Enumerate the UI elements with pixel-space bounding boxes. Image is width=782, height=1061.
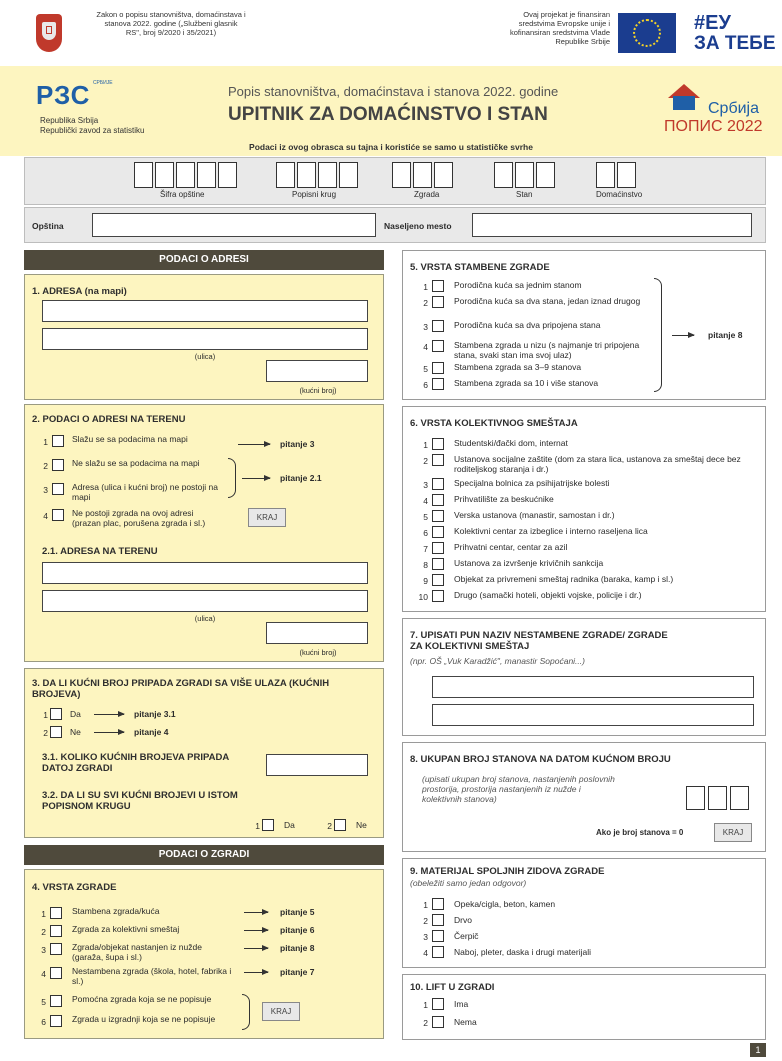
q2-option-label: Ne postoji zgrada na ovoj adresi (prazan plac, porušena zgrada i sl.) [72,508,206,528]
q6-option-checkbox[interactable] [432,438,444,450]
code-digit-box[interactable] [218,162,237,188]
q4-option-label: Zgrada za kolektivni smeštaj [72,924,180,934]
page-number: 1 [750,1043,766,1057]
q3-title: 3. DA LI KUĆNI BROJ PRIPADA ZGRADI SA VIŠE ULAZA (KUĆNIH BROJEVA) [32,678,330,700]
q2-arrow-2 [242,478,270,479]
label-zgrada: Zgrada [414,190,440,199]
q4-option-goto: pitanje 7 [280,967,315,977]
q6-option-label: Ustanova za izvršenje krivičnih sankcija [454,558,604,568]
q6-option-checkbox[interactable] [432,542,444,554]
q5-option-checkbox[interactable] [432,280,444,292]
label-krug: Popisni krug [292,190,337,199]
q5-title: 5. VRSTA STAMBENE ZGRADE [410,262,550,273]
q9-option-label: Naboj, pleter, daska i drugi materijali [454,947,592,957]
q5-option-checkbox[interactable] [432,296,444,308]
q21-kucni-label: (kućni broj) [299,648,337,657]
q4-option-label: Stambena zgrada/kuća [72,906,160,916]
q4-option-num: 4 [41,969,46,979]
q5-option-label: Stambena zgrada sa 10 i više stanova [454,378,599,388]
q4-option-checkbox[interactable] [50,925,62,937]
q4-option-goto: pitanje 5 [280,907,315,917]
naselje-label: Naseljeno mesto [384,221,452,231]
q2-option-num: 1 [43,437,48,447]
q10-option-num: 1 [423,1000,428,1010]
q2-brace [228,458,236,498]
q4-title: 4. VRSTA ZGRADE [32,882,117,893]
code-digit-box[interactable] [434,162,453,188]
q7-input-1[interactable] [432,676,754,698]
q5-option-label: Porodična kuća sa jednim stanom [454,280,582,290]
q32-ne-checkbox[interactable] [334,819,346,831]
q9-option-checkbox[interactable] [432,946,444,958]
q9-hint: (obeležiti samo jedan odgovor) [410,878,527,888]
naselje-input[interactable] [472,213,752,237]
q10-option-label: Nema [454,1017,477,1027]
q9-title: 9. MATERIJAL SPOLJNIH ZIDOVA ZGRADE [410,866,605,877]
q6-option-num: 8 [423,560,428,570]
census-title: Popis stanovništva, domaćinstava i stanova 2022. godine [228,84,559,99]
q4-option-checkbox[interactable] [50,943,62,955]
rzs-logo [36,80,113,111]
q4-option-goto: pitanje 8 [280,943,315,953]
q10-option-checkbox[interactable] [432,1016,444,1028]
q32-da-checkbox[interactable] [262,819,274,831]
q2-option-checkbox[interactable] [52,435,64,447]
q6-option-num: 4 [423,496,428,506]
q3-arrow-2 [94,732,124,733]
q4-option-arrow [244,930,268,931]
code-digit-box[interactable] [318,162,337,188]
q4-option-arrow [244,912,268,913]
q1-kucni-label: (kućni broj) [299,386,337,395]
q4-option-checkbox[interactable] [50,995,62,1007]
q6-option-label: Studentski/đački dom, internat [454,438,568,448]
q5-option-num: 2 [423,298,428,308]
q3-ne-checkbox[interactable] [50,726,62,738]
q6-option-label: Kolektivni centar za izbeglice i interno raseljena lica [454,526,648,536]
q6-option-num: 7 [423,544,428,554]
q4-option-checkbox[interactable] [50,1015,62,1027]
q3-ne-num: 2 [43,728,48,738]
q21-title: 2.1. ADRESA NA TERENU [42,546,158,557]
q10-option-num: 2 [423,1018,428,1028]
q8-digit-3[interactable] [730,786,749,810]
q8-title: 8. UKUPAN BROJ STANOVA NA DATOM KUĆNOM BROJU [410,754,671,765]
eu-slogan-1: #ЕУ [694,12,731,34]
q6-option-checkbox[interactable] [432,494,444,506]
q7-title: 7. UPISATI PUN NAZIV NESTAMBENE ZGRADE/ ZGRADE ZA KOLEKTIVNI SMEŠTAJ [410,630,668,652]
q2-option-label: Slažu se sa podacima na mapi [72,434,188,444]
q3-da-label: Da [70,709,81,719]
q2-option-num: 2 [43,461,48,471]
bar-podaci-o-adresi: PODACI O ADRESI [24,250,384,270]
q4-option-checkbox[interactable] [50,907,62,919]
q8-digit-2[interactable] [708,786,727,810]
q3-goto-31: pitanje 3.1 [134,709,176,719]
q6-option-checkbox[interactable] [432,526,444,538]
eu-slogan-2: ЗА ТЕБЕ [694,33,776,54]
q6-option-label: Ustanova socijalne zaštite (dom za stara lica, ustanova za smeštaj dece bez roditeljskog staranja i dr.) [454,454,741,474]
q6-option-num: 5 [423,512,428,522]
q21-ulica-label: (ulica) [194,614,216,623]
code-digit-box[interactable] [413,162,432,188]
q1-title: 1. ADRESA (na mapi) [32,286,127,297]
code-digit-box[interactable] [276,162,295,188]
q2-arrow-1 [238,444,270,445]
q4-option-num: 6 [41,1017,46,1027]
code-digit-box[interactable] [134,162,153,188]
q6-option-checkbox[interactable] [432,574,444,586]
q9-option-label: Opeka/cigla, beton, kamen [454,899,556,909]
q8-hint: (upisati ukupan broj stanova, nastanjenih poslovnih prostorija, prostorija nastanjenih iz nužde i kolektivnih stanova) [422,774,615,804]
q21-street-input-2[interactable] [42,590,368,612]
q4-option-arrow [244,948,268,949]
code-digit-box[interactable] [596,162,615,188]
q1-street-input-1[interactable] [42,300,368,322]
q5-arrow [672,335,694,336]
label-sifra: Šifra opštine [160,190,205,199]
q8-zero-note: Ako je broj stanova = 0 [596,828,684,837]
serbia-coat-of-arms [36,14,62,52]
q32-ne-num: 2 [327,821,332,831]
q5-goto-8: pitanje 8 [708,330,743,340]
code-digit-box[interactable] [297,162,316,188]
q9-option-label: Čerpič [454,931,479,941]
q21-house-number-input[interactable] [266,622,368,644]
rzs-line1: Republika Srbija [40,116,99,125]
q5-option-checkbox[interactable] [432,378,444,390]
q4-option-label: Zgrada u izgradnji koja se ne popisuje [72,1014,216,1024]
code-digit-box[interactable] [339,162,358,188]
q6-option-num: 6 [423,528,428,538]
q4-brace [242,994,250,1030]
q10-option-checkbox[interactable] [432,998,444,1010]
eu-flag [618,13,676,53]
q10-option-label: Ima [454,999,469,1009]
q5-option-label: Porodična kuća sa dva stana, jedan iznad drugog [454,296,641,306]
q8-digit-1[interactable] [686,786,705,810]
q2-option-checkbox[interactable] [52,483,64,495]
q5-option-label: Stambena zgrada u nizu (s najmanje tri pripojena stana, svaki stan ima svoj ulaz) [454,340,640,360]
code-digit-box[interactable] [392,162,411,188]
q5-option-label: Stambena zgrada sa 3–9 stanova [454,362,582,372]
rzs-line2: Republički zavod za statistiku [40,126,145,135]
q31-title: 3.1. KOLIKO KUĆNIH BROJEVA PRIPADA DATOJ ZGRADI [42,752,229,774]
q4-option-label: Nestambena zgrada (škola, hotel, fabrika i sl.) [72,966,232,986]
form-title: UPITNIK ZA DOMAĆINSTVO I STAN [228,104,548,125]
rzs-logo-text: РЗС [36,80,91,110]
q3-ne-label: Ne [70,727,81,737]
label-stan: Stan [516,190,533,199]
code-digit-box[interactable] [515,162,534,188]
q2-option-checkbox[interactable] [52,509,64,521]
q21-street-input-1[interactable] [42,562,368,584]
bar-podaci-o-zgradi: PODACI O ZGRADI [24,845,384,865]
q32-ne-label: Ne [356,820,367,830]
q5-option-num: 5 [423,364,428,374]
q5-option-label: Porodična kuća sa dva pripojena stana [454,320,601,330]
q2-option-num: 3 [43,485,48,495]
q9-option-num: 3 [423,932,428,942]
q6-option-label: Verska ustanova (manastir, samostan i dr.) [454,510,615,520]
q9-option-checkbox[interactable] [432,930,444,942]
code-digit-box[interactable] [155,162,174,188]
q4-option-num: 1 [41,909,46,919]
q32-da-label: Da [284,820,295,830]
q32-da-num: 1 [255,821,260,831]
q32-title: 3.2. DA LI SU SVI KUĆNI BROJEVI U ISTOM POPISNOM KRUGU [42,790,238,812]
q4-kraj-button[interactable]: KRAJ [262,1002,300,1021]
q5-option-num: 6 [423,380,428,390]
opstina-label: Opština [32,221,64,231]
q4-option-checkbox[interactable] [50,967,62,979]
law-text: Zakon o popisu stanovništva, domaćinstava i stanova 2022. godine („Službeni glasnik RS", broj 9/2020 i 35/2021) [96,10,246,37]
q9-option-label: Drvo [454,915,472,925]
q3-da-checkbox[interactable] [50,708,62,720]
q5-option-num: 1 [423,282,428,292]
code-digit-box[interactable] [536,162,555,188]
q4-option-label: Pomoćna zgrada koja se ne popisuje [72,994,212,1004]
q2-goto-3: pitanje 3 [280,439,315,449]
q6-option-label: Specijalna bolnica za psihijatrijske bolesti [454,478,610,488]
q3-goto-4: pitanje 4 [134,727,169,737]
code-digit-box[interactable] [494,162,513,188]
code-digit-box[interactable] [197,162,216,188]
q4-option-num: 3 [41,945,46,955]
q9-option-checkbox[interactable] [432,898,444,910]
popis-house-icon [664,84,704,114]
q10-title: 10. LIFT U ZGRADI [410,982,495,993]
q6-option-label: Prihvatni centar, centar za azil [454,542,568,552]
eu-funding-text: Ovaj projekat je finansiran sredstvima Evropske unije i kofinansiran sredstvima Vlade Republike Srbije [509,10,610,46]
q6-option-num: 3 [423,480,428,490]
q2-kraj-button[interactable]: KRAJ [248,508,286,527]
q6-option-label: Objekat za privremeni smeštaj radnika (baraka, kamp i sl.) [454,574,674,584]
q5-option-checkbox[interactable] [432,340,444,352]
confidential-note: Podaci iz ovog obrasca su tajna i koristiće se samo u statističke svrhe [249,142,533,152]
q6-option-num: 1 [423,440,428,450]
q1-ulica-label: (ulica) [194,352,216,361]
q6-option-checkbox[interactable] [432,590,444,602]
q1-house-number-input[interactable] [266,360,368,382]
q5-option-num: 4 [423,342,428,352]
q8-kraj-button[interactable]: KRAJ [714,823,752,842]
q6-option-checkbox[interactable] [432,454,444,466]
q2-option-num: 4 [43,511,48,521]
q1-street-input-2[interactable] [42,328,368,350]
q7-hint: (npr. OŠ „Vuk Karadžić", manastir Sopoćani...) [410,656,585,666]
q4-option-num: 5 [41,997,46,1007]
q31-input[interactable] [266,754,368,776]
q5-brace [654,278,662,392]
code-digit-box[interactable] [617,162,636,188]
q6-title: 6. VRSTA KOLEKTIVNOG SMEŠTAJA [410,418,578,429]
rzs-logo-small: СРБИЈЕ [92,80,113,86]
q6-option-num: 2 [423,456,428,466]
q3-arrow-1 [94,714,124,715]
q5-option-checkbox[interactable] [432,320,444,332]
q3-da-num: 1 [43,710,48,720]
q6-option-checkbox[interactable] [432,558,444,570]
q7-input-2[interactable] [432,704,754,726]
label-domacinstvo: Domaćinstvo [596,190,643,199]
q6-option-num: 10 [418,592,428,602]
q4-option-label: Zgrada/objekat nastanjen iz nužde (garaža, šupa i sl.) [72,942,202,962]
q6-option-num: 9 [423,576,428,586]
q6-option-label: Prihvatilište za beskućnike [454,494,554,504]
q2-option-checkbox[interactable] [52,459,64,471]
q9-option-num: 4 [423,948,428,958]
q6-option-label: Drugo (samački hoteli, objekti vojske, policije i dr.) [454,590,642,600]
q2-title: 2. PODACI O ADRESI NA TERENU [32,414,186,425]
q2-option-label: Ne slažu se sa podacima na mapi [72,458,200,468]
q9-option-checkbox[interactable] [432,914,444,926]
opstina-input[interactable] [92,213,376,237]
q2-goto-21: pitanje 2.1 [280,473,322,483]
q4-option-num: 2 [41,927,46,937]
popis-logo-2: ПОПИС 2022 [664,118,763,135]
code-digit-box[interactable] [176,162,195,188]
q9-option-num: 2 [423,916,428,926]
q5-option-num: 3 [423,322,428,332]
q4-option-arrow [244,972,268,973]
popis-logo-1: Србија [708,100,760,117]
q6-option-checkbox[interactable] [432,478,444,490]
q6-option-checkbox[interactable] [432,510,444,522]
q9-option-num: 1 [423,900,428,910]
q4-option-goto: pitanje 6 [280,925,315,935]
q5-option-checkbox[interactable] [432,362,444,374]
q2-option-label: Adresa (ulica i kućni broj) ne postoji na mapi [72,482,218,502]
